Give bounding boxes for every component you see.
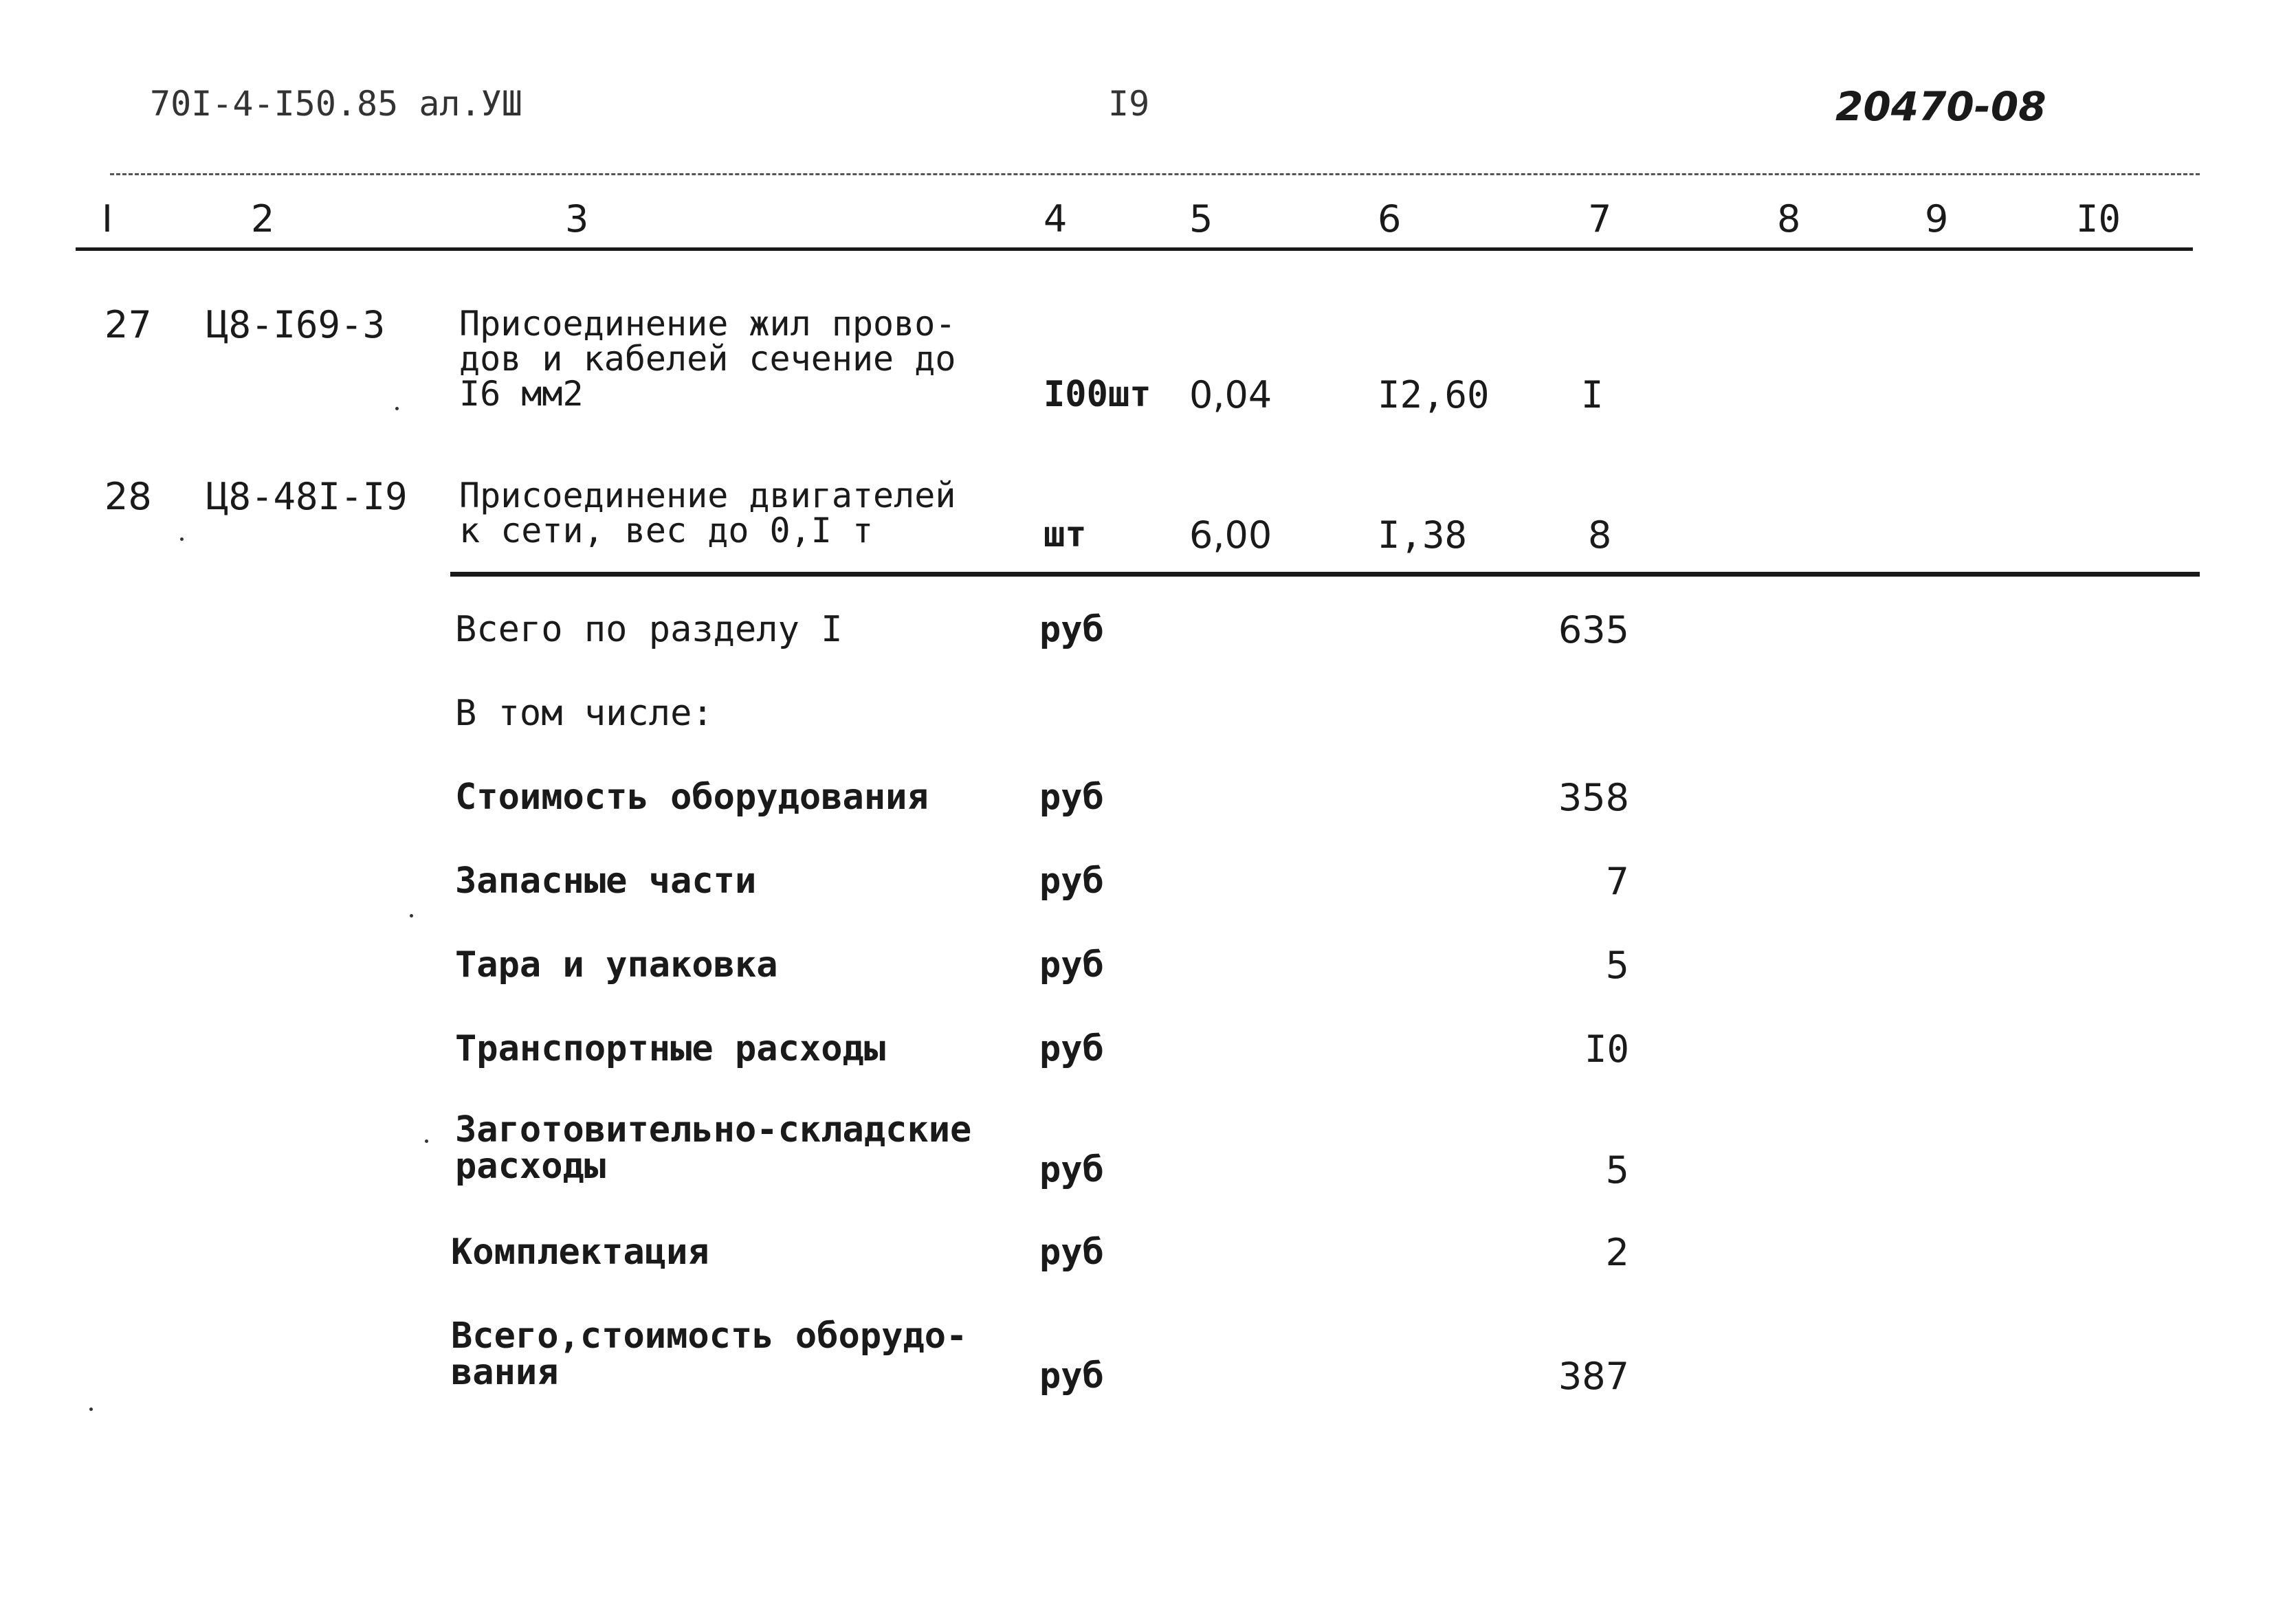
summary-value: 5 [1605,1148,1629,1192]
summary-unit: руб [1039,609,1104,650]
col-header-1: I [102,197,113,241]
row-col6: I,38 [1378,513,1468,557]
col-header-2: 2 [251,197,275,241]
summary-label: Тара и упаковка [455,944,778,986]
row-code: Ц8-I69-3 [206,303,386,346]
row-code: Ц8-48I-I9 [206,475,408,518]
summary-label: Стоимость оборудования [455,777,929,818]
row-number: 27 [104,303,152,346]
row-col6: I2,60 [1378,373,1490,416]
summary-value: 635 [1558,608,1629,652]
scan-speck [180,537,184,541]
col-header-9: 9 [1925,197,1949,241]
stamp-number: 20470-08 [1835,83,2046,130]
row-number: 28 [104,475,152,518]
summary-value: 5 [1605,944,1629,987]
col-header-3: 3 [565,197,589,241]
top-rule [110,173,2200,175]
summary-value: 2 [1605,1231,1629,1274]
summary-label: В том числе: [455,693,714,734]
header-rule [76,247,2193,251]
scan-speck [89,1408,93,1411]
summary-value: 7 [1605,860,1629,903]
scan-speck [410,914,413,917]
col-header-8: 8 [1777,197,1801,241]
summary-label: Комплектация [451,1232,709,1273]
section-rule [450,572,2200,577]
col-header-6: 6 [1378,197,1402,241]
scan-speck [395,407,399,410]
row-col5: 0,04 [1189,373,1272,416]
row-unit: шт [1044,514,1087,555]
row-unit: I00шт [1044,374,1151,415]
row-description: Присоединение двигателей к сети, вес до 0,I т [459,476,956,550]
col-header-5: 5 [1189,197,1213,241]
summary-value: I0 [1584,1027,1629,1071]
page-number: I9 [1108,84,1150,124]
summary-label: Заготовительно-складские расходы [455,1109,972,1188]
summary-unit: руб [1039,944,1104,986]
summary-unit: руб [1039,777,1104,818]
summary-label: Всего,стоимость оборудо- вания [451,1315,968,1394]
col-header-7: 7 [1588,197,1612,241]
summary-value: 358 [1558,776,1629,819]
summary-label: Транспортные расходы [455,1028,886,1069]
summary-unit: руб [1039,860,1104,902]
row-col5: 6,00 [1189,513,1272,557]
row-col7: 8 [1588,513,1612,557]
summary-label: Запасные части [455,860,757,902]
scan-speck [425,1139,428,1143]
summary-unit: руб [1039,1028,1104,1069]
summary-unit: руб [1039,1149,1104,1190]
summary-value: 387 [1558,1355,1629,1398]
row-description: Присоединение жил прово- дов и кабелей сечение до I6 мм2 [459,304,956,414]
row-col7: I [1581,373,1604,416]
summary-unit: руб [1039,1355,1104,1397]
col-header-10: I0 [2076,197,2121,241]
summary-label: Всего по разделу I [455,609,843,650]
document-code: 70I-4-I50.85 ал.УШ [150,84,522,124]
summary-unit: руб [1039,1232,1104,1273]
col-header-4: 4 [1044,197,1068,241]
